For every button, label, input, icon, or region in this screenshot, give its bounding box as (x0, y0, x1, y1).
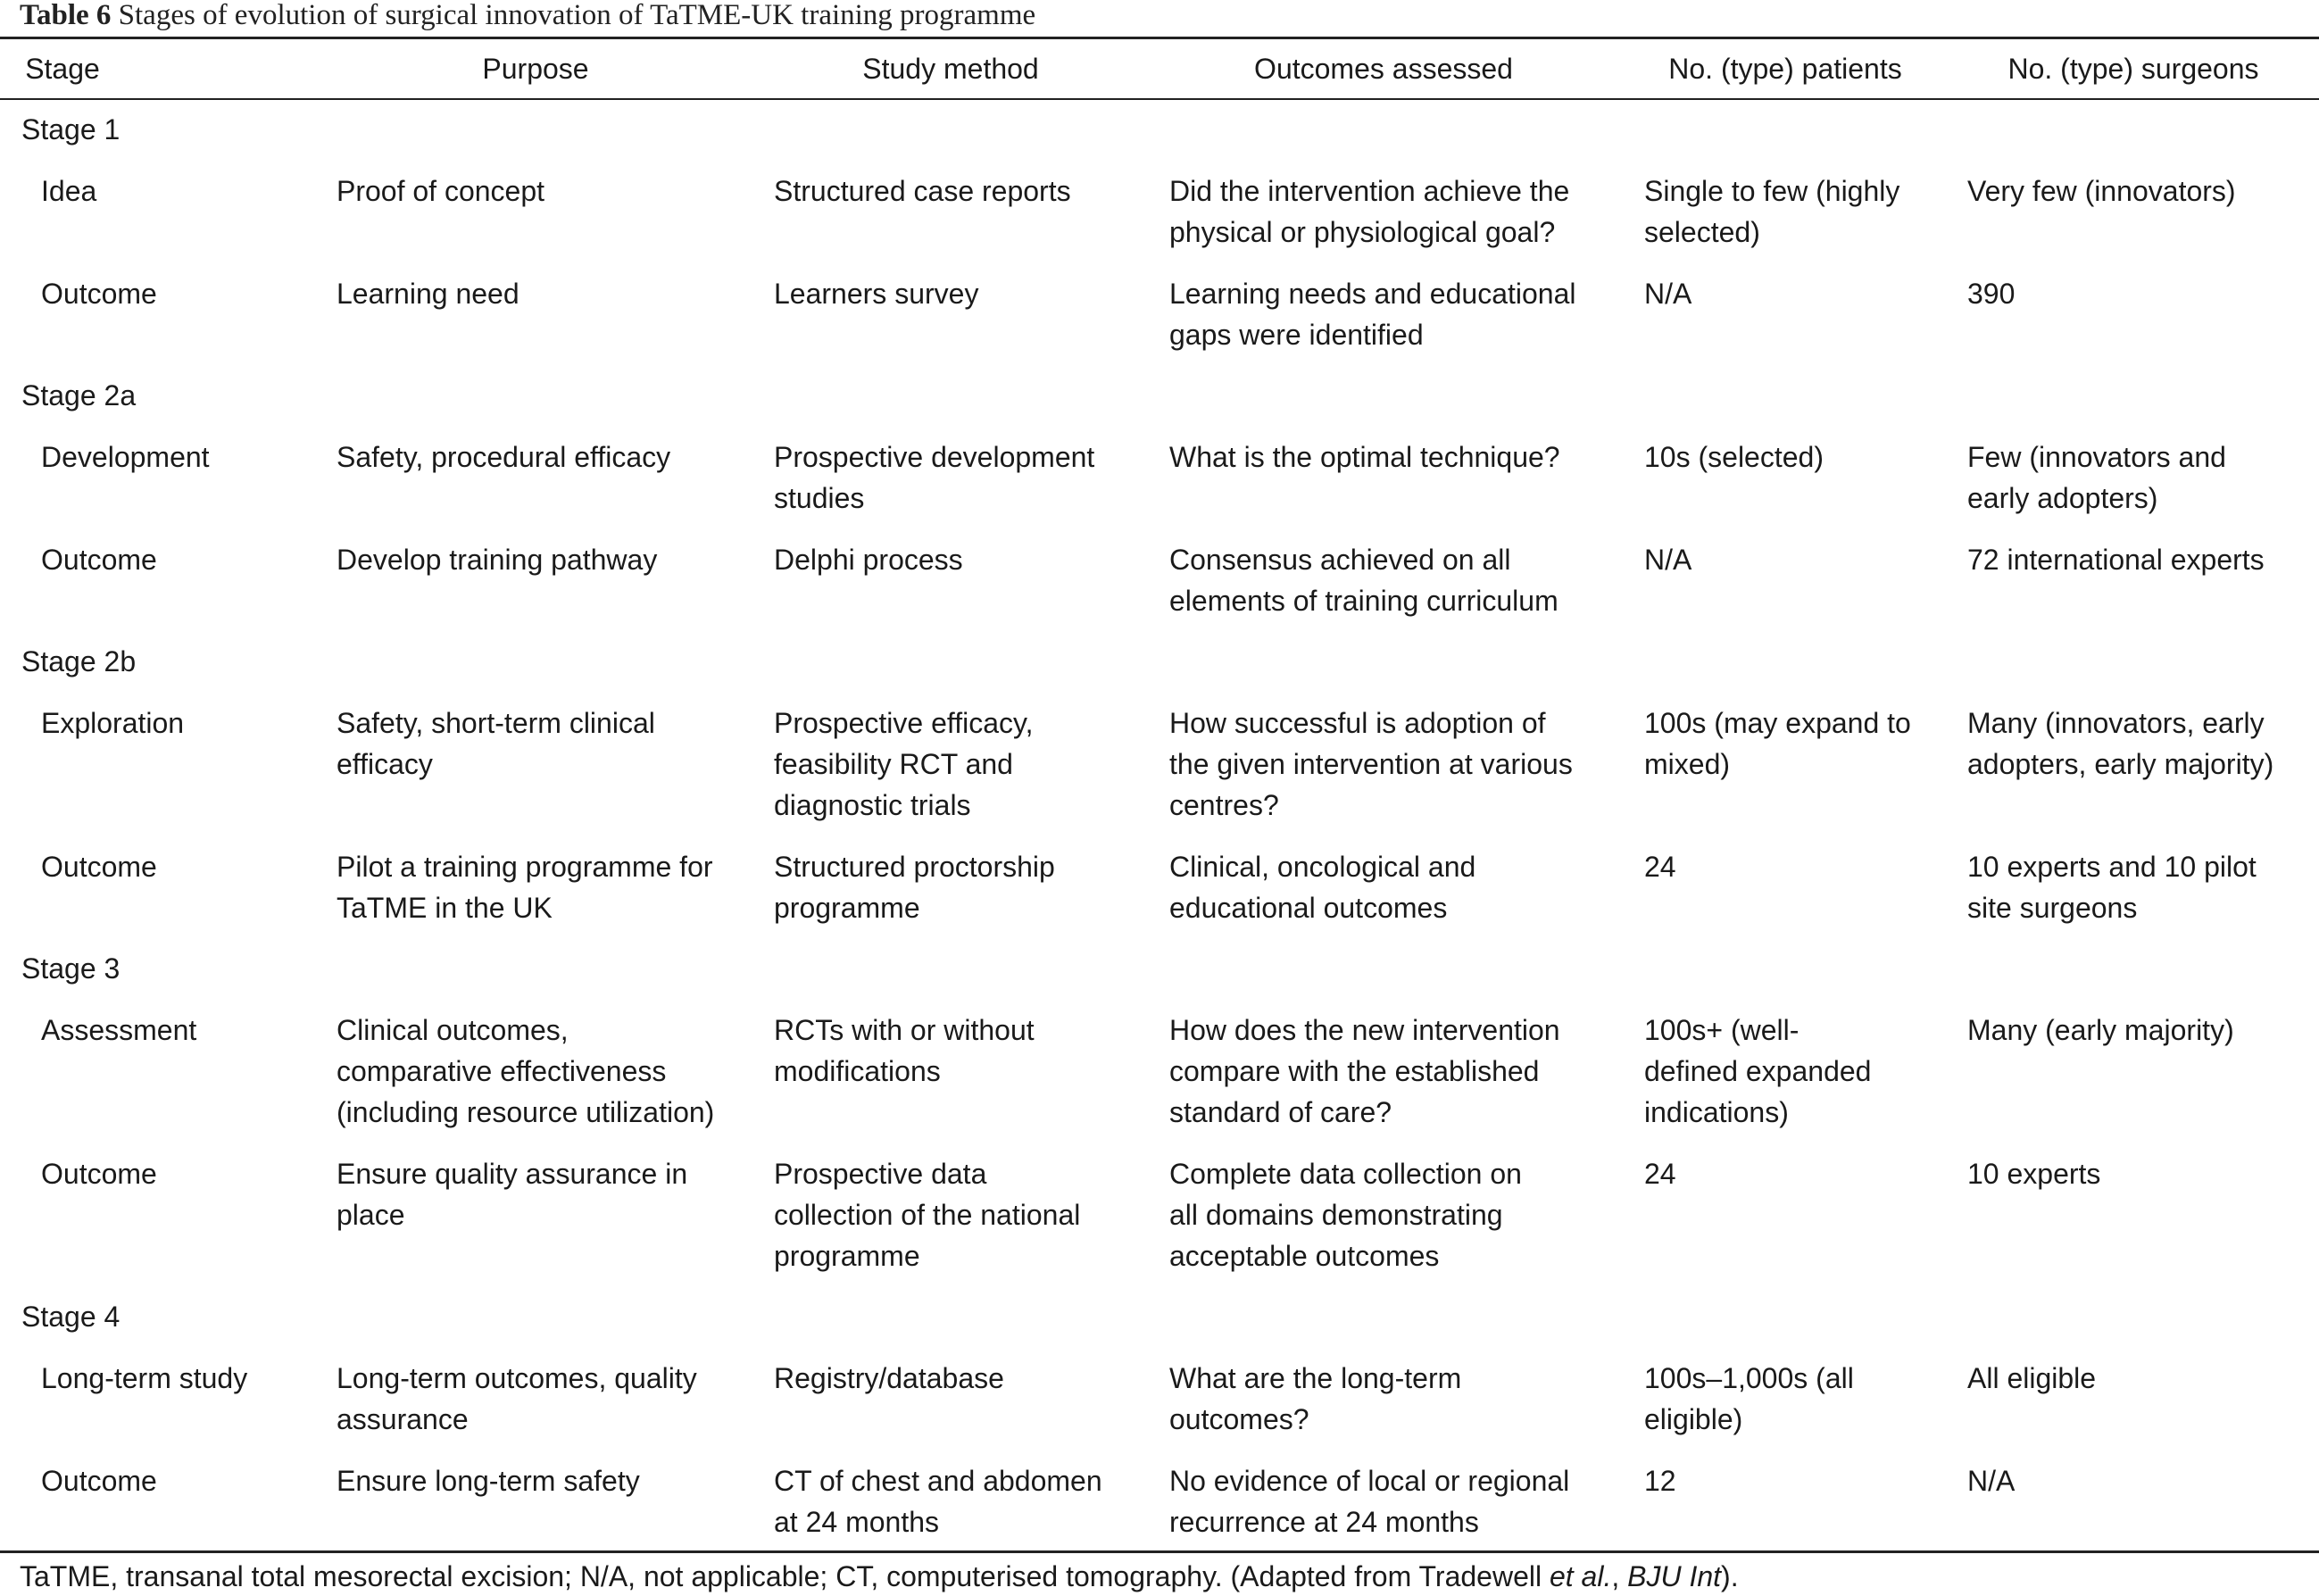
study-method-cell: Structured case reports (774, 175, 1071, 207)
outcomes-cell: Did the intervention achieve the physical or physiological goal? (1169, 175, 1570, 248)
stage-cell: Outcome (41, 278, 157, 310)
stage-cell: Assessment (41, 1014, 197, 1046)
stage-heading: Stage 2a (21, 379, 137, 411)
study-method-cell: Structured proctorship programme (774, 851, 1055, 924)
stage-cell: Exploration (41, 707, 185, 739)
outcomes-cell: What are the long-term outcomes? (1169, 1362, 1462, 1435)
purpose-cell: Develop training pathway (337, 544, 658, 576)
column-header-patients: No. (type) patients (1668, 53, 1902, 85)
table-caption-label: Table 6 (20, 0, 112, 31)
outcomes-cell: Consensus achieved on all elements of training curriculum (1169, 544, 1558, 617)
patients-cell: 100s (may expand to mixed) (1644, 707, 1911, 780)
outcomes-cell: How successful is adoption of the given intervention at various centres? (1169, 707, 1573, 821)
surgeons-cell: Few (innovators and early adopters) (1967, 441, 2226, 514)
patients-cell: N/A (1644, 278, 1692, 310)
purpose-cell: Safety, procedural efficacy (337, 441, 671, 473)
study-method-cell: Prospective efficacy, feasibility RCT and diagnostic trials (774, 707, 1034, 821)
footnote-comma: , (1611, 1560, 1628, 1592)
footnote-et-al: et al. (1549, 1560, 1612, 1592)
patients-cell: 24 (1644, 851, 1676, 883)
surgeons-cell: 10 experts (1967, 1158, 2101, 1190)
outcomes-cell: Complete data collection on all domains demonstrating acceptable outcomes (1169, 1158, 1522, 1272)
stage-heading: Stage 3 (21, 952, 121, 985)
table-caption (20, 0, 1035, 34)
column-header-surgeons: No. (type) surgeons (2007, 53, 2259, 85)
table-caption-text: Stages of evolution of surgical innovation of TaTME-UK training programme (118, 0, 1036, 31)
study-method-cell: Learners survey (774, 278, 979, 310)
patients-cell: 12 (1644, 1465, 1676, 1497)
footnote-text: TaTME, transanal total mesorectal excision; N/A, not applicable; CT, computerised tomography. (Adapted from Tradewell (20, 1560, 1550, 1592)
column-header-outcomes-assessed: Outcomes assessed (1254, 53, 1513, 85)
surgeons-cell: Very few (innovators) (1967, 175, 2236, 207)
surgeons-cell: 72 international experts (1967, 544, 2265, 576)
footnote-journal: BJU Int (1627, 1560, 1722, 1592)
footnote-close: ). (1721, 1560, 1739, 1592)
stage-cell: Outcome (41, 1465, 157, 1497)
surgeons-cell: N/A (1967, 1465, 2016, 1497)
stage-cell: Idea (41, 175, 97, 207)
patients-cell: 100s–1,000s (all eligible) (1644, 1362, 1854, 1435)
purpose-cell: Safety, short-term clinical efficacy (337, 707, 655, 780)
bottom-rule (0, 1550, 2319, 1553)
outcomes-cell: Learning needs and educational gaps were identified (1169, 278, 1576, 351)
study-method-cell: Prospective data collection of the national programme (774, 1158, 1081, 1272)
purpose-cell: Proof of concept (337, 175, 545, 207)
study-method-cell: Delphi process (774, 544, 963, 576)
purpose-cell: Clinical outcomes, comparative effectiveness (including resource utilization) (337, 1014, 715, 1128)
table-header (0, 39, 2319, 98)
stage-cell: Outcome (41, 851, 157, 883)
stage-cell: Outcome (41, 544, 157, 576)
purpose-cell: Ensure long-term safety (337, 1465, 640, 1497)
header-rule (0, 98, 2319, 100)
outcomes-cell: How does the new intervention compare with the established standard of care? (1169, 1014, 1560, 1128)
patients-cell: 24 (1644, 1158, 1676, 1190)
stage-heading: Stage 1 (21, 113, 121, 145)
outcomes-cell: What is the optimal technique? (1169, 441, 1560, 473)
column-header-stage: Stage (25, 53, 100, 85)
stage-heading: Stage 2b (21, 645, 137, 677)
surgeons-cell: Many (early majority) (1967, 1014, 2234, 1046)
purpose-cell: Learning need (337, 278, 519, 310)
patients-cell: 100s+ (well- defined expanded indications) (1644, 1014, 1872, 1128)
stage-heading: Stage 4 (21, 1301, 121, 1333)
surgeons-cell: All eligible (1967, 1362, 2097, 1394)
column-header-purpose: Purpose (482, 53, 589, 85)
stage-cell: Outcome (41, 1158, 157, 1190)
stage-cell: Long-term study (41, 1362, 248, 1394)
study-method-cell: Prospective development studies (774, 441, 1095, 514)
purpose-cell: Ensure quality assurance in place (337, 1158, 688, 1231)
purpose-cell: Long-term outcomes, quality assurance (337, 1362, 697, 1435)
stage-cell: Development (41, 441, 210, 473)
patients-cell: 10s (selected) (1644, 441, 1824, 473)
purpose-cell: Pilot a training programme for TaTME in the UK (337, 851, 713, 924)
patients-cell: Single to few (highly selected) (1644, 175, 1900, 248)
column-header-study-method: Study method (862, 53, 1039, 85)
patients-cell: N/A (1644, 544, 1692, 576)
table-footnote (20, 1557, 1739, 1596)
surgeons-cell: Many (innovators, early adopters, early majority) (1967, 707, 2274, 780)
outcomes-cell: Clinical, oncological and educational outcomes (1169, 851, 1476, 924)
surgeons-cell: 390 (1967, 278, 2016, 310)
surgeons-cell: 10 experts and 10 pilot site surgeons (1967, 851, 2257, 924)
outcomes-cell: No evidence of local or regional recurrence at 24 months (1169, 1465, 1570, 1538)
study-method-cell: RCTs with or without modifications (774, 1014, 1035, 1087)
study-method-cell: Registry/database (774, 1362, 1004, 1394)
study-method-cell: CT of chest and abdomen at 24 months (774, 1465, 1102, 1538)
